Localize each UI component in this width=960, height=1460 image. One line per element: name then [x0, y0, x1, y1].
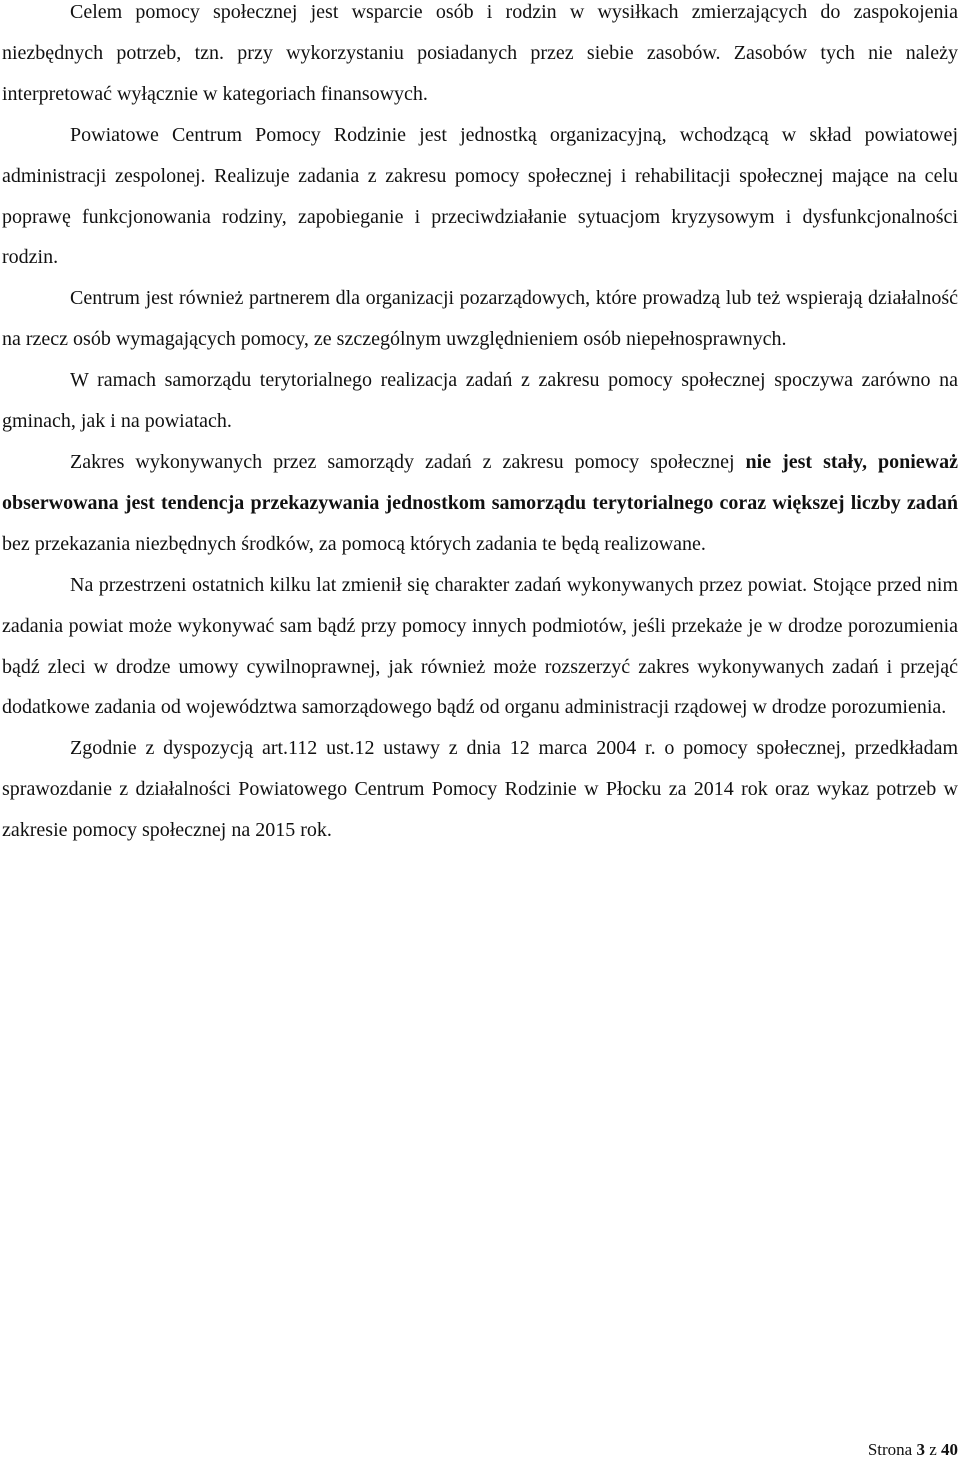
- page-label: Strona: [867, 1440, 913, 1459]
- paragraph-county-tasks: Na przestrzeni ostatnich kilku lat zmienił się charakter zadań wykonywanych przez powiat. Stojące przed nim zadania powiat może wykonywać sam bądź przy pomocy innych podmiotów, jeśli przekaże je w drodze porozumienia bądź zleci w drodze umowy cywilnoprawnej, jak również może rozszerzyć zakres wykonywanych zadań i przejąć dodatkowe zadania od województwa samorządowego bądź od organu administracji rządowej w drodze porozumienia.: [2, 573, 958, 719]
- paragraph-task-scope: [2, 442, 958, 565]
- paragraph-ngo-partnership: Centrum jest również partnerem dla organizacji pozarządowych, które prowadzą lub też wspierają działalność na rzecz osób wymagających pomocy, ze szczególnym uwzględnieniem osób niepełnosprawnych.: [2, 287, 958, 351]
- page-separator: z: [929, 1440, 937, 1459]
- task-scope-text-end: bez przekazania niezbędnych środków, za pomocą których zadania te będą realizowane.: [2, 532, 706, 555]
- document-body: [2, 0, 958, 851]
- paragraph-pcpr-description: Powiatowe Centrum Pomocy Rodzinie jest jednostką organizacyjną, wchodzącą w skład powiatowej administracji zespolonej. Realizuje zadania z zakresu pomocy społecznej i rehabilitacji społecznej mające na celu poprawę funkcjonowania rodziny, zapobieganie i przeciwdziałanie sytuacjom kryzysowym i dysfunkcjonalności rodzin.: [2, 123, 958, 269]
- paragraph-local-government: W ramach samorządu terytorialnego realizacja zadań z zakresu pomocy społecznej spoczywa zarówno na gminach, jak i na powiatach.: [2, 369, 958, 433]
- paragraph-report-submission: Zgodnie z dyspozycją art.112 ust.12 ustawy z dnia 12 marca 2004 r. o pomocy społecznej, przedkładam sprawozdanie z działalności Powiatowego Centrum Pomocy Rodzinie w Płocku za 2014 rok oraz wykaz potrzeb w zakresie pomocy społecznej na 2015 rok.: [2, 737, 958, 842]
- task-scope-emphasis: nie jest stały, ponieważ obserwowana jest tendencja przekazywania jednostkom samorządu terytorialnego coraz większej liczby zadań: [2, 450, 958, 514]
- current-page-number: 3: [916, 1440, 925, 1459]
- page-number-footer: [868, 1440, 958, 1460]
- total-page-number: 40: [941, 1440, 958, 1459]
- paragraph-social-assistance-goal: Celem pomocy społecznej jest wsparcie osób i rodzin w wysiłkach zmierzających do zaspokojenia niezbędnych potrzeb, tzn. przy wykorzystaniu posiadanych przez siebie zasobów. Zasobów tych nie należy interpretować wyłącznie w kategoriach finansowych.: [2, 1, 958, 105]
- task-scope-text-start: Zakres wykonywanych przez samorządy zadań z zakresu pomocy społecznej: [70, 450, 746, 473]
